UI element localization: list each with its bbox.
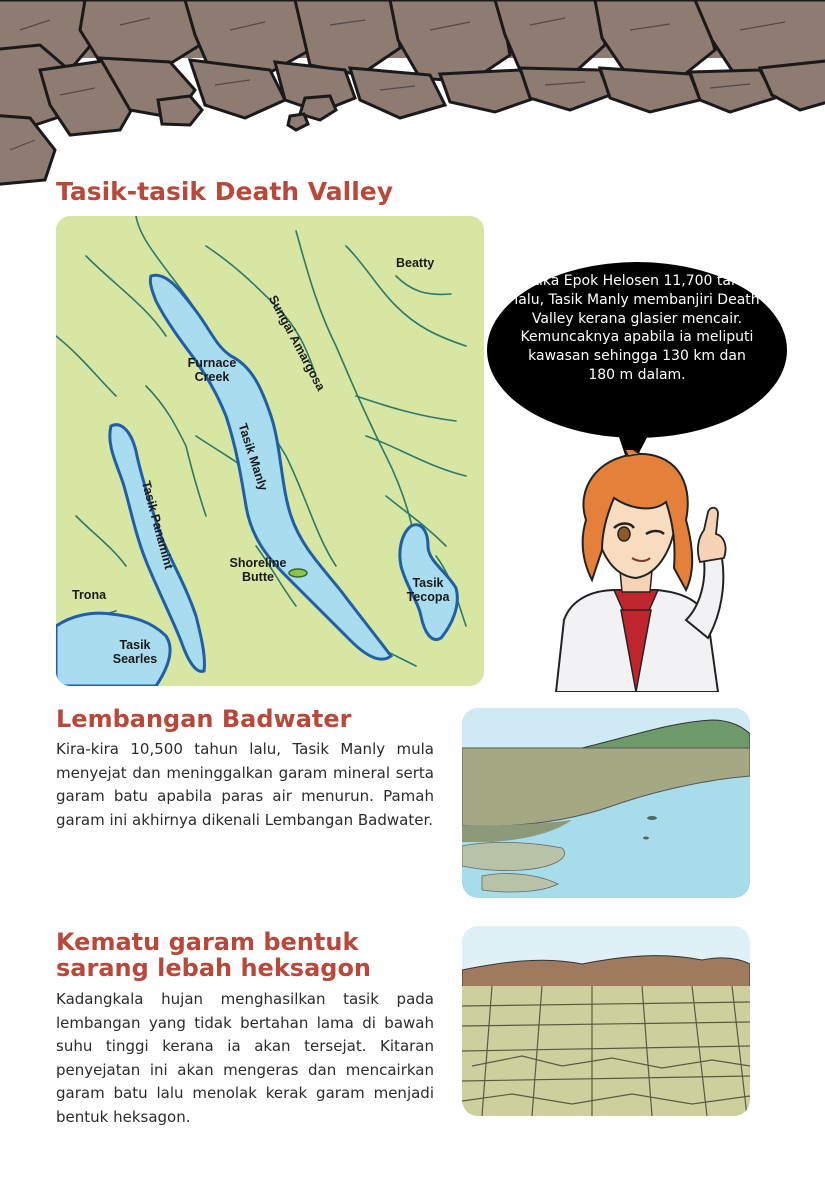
label-tasik-tecopa: Tasik Tecopa	[406, 576, 450, 604]
label-tasik-manly: Tasik Manly	[235, 421, 271, 493]
label-shoreline-butte: Shoreline Butte	[229, 556, 287, 584]
label-tasik-searles: Tasik Searles	[112, 638, 158, 666]
badwater-basin-illustration	[462, 708, 750, 898]
label-furnace-creek: Furnace Creek	[187, 356, 237, 384]
label-sungai-amargosa: Sungai Amargosa	[265, 293, 328, 393]
map-graphic	[56, 216, 484, 686]
hexagon-body-text: Kadangkala hujan menghasilkan tasik pada lembangan yang tidak bertahan lama di bawah suhu tinggi kerana ia akan tersejat. Kitaran penyejatan ini akan mengeras dan mencairkan garam batu lalu menolak kerak garam menjadi bentuk heksagon.	[56, 990, 434, 1126]
scientist-character-illustration	[536, 450, 736, 692]
label-beatty: Beatty	[396, 256, 435, 270]
label-tasik-panamint: Tasik Panamint	[138, 479, 176, 571]
map-section-title: Tasik-tasik Death Valley	[56, 177, 394, 206]
death-valley-map	[56, 216, 484, 686]
rock-border-illustration	[0, 0, 825, 190]
speech-bubble	[484, 258, 790, 448]
badwater-section-title: Lembangan Badwater	[56, 705, 352, 733]
label-trona: Trona	[72, 588, 107, 602]
badwater-body-text: Kira-kira 10,500 tahun lalu, Tasik Manly mula menyejat dan meninggalkan garam mineral serta garam batu apabila paras air menurun. Pamah garam ini akhirnya dikenali Lembangan Badwater.	[56, 740, 434, 829]
hexagon-section-title: Kematu garam bentuk sarang lebah heksagon	[56, 928, 372, 983]
hexagon-salt-crust-illustration	[462, 926, 750, 1116]
speech-bubble-text: Ketika Epok Helosen 11,700 tahun lalu, Tasik Manly membanjiri Death Valley kerana glasier mencair. Kemuncaknya apabila ia meliputi kawasan sehingga 130 km dan 180 m dalam.	[514, 273, 760, 383]
